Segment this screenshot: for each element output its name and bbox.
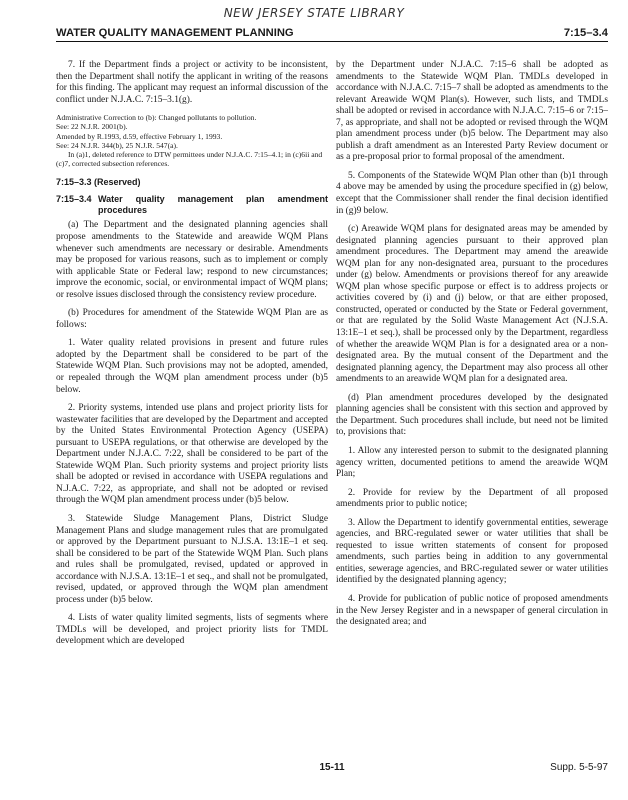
history-line: See: 22 N.J.R. 2001(b). [56, 122, 128, 132]
paragraph-b2: 2. Priority systems, intended use plans and project priority lists for wastewater facilities that are developed by the Department and accepted by the United States Environmental Protection Agency (USEPA) pursuant to USEPA regulations, or that otherwise are developed by the Department under N.J.A.C. 7:22, shall be considered to be part of the Statewide WQM Plan. Such priority systems and project priority lists shall be adopted or revised in accordance with USEPA regulations and N.J.A.C. 7:22, as appropriate, and shall not be adopted or revised through the WQM plan amendment process under (b)5 below. [56, 403, 328, 506]
paragraph-a: (a) The Department and the designated planning agencies shall propose amendments to the Statewide and areawide WQM Plans whenever such amendments are necessary or desirable. Amendments may be proposed for various reasons, such as to implement or comply with applicable State or Federal law; respond to new circumstances; improve the economic, social, or environmental impact of WQM plans; or resolve issues disclosed through the consistency review procedure. [56, 220, 328, 300]
paragraph-b: (b) Procedures for amendment of the Statewide WQM Plan are as follows: [56, 308, 328, 330]
running-header [56, 20, 608, 42]
history-note [56, 113, 328, 168]
page-number: 15-11 [319, 762, 345, 773]
paragraph-d1: 1. Allow any interested person to submit to the designated planning agency written, documented petitions to amend the areawide WQM Plan; [336, 445, 608, 480]
page-footer [56, 762, 608, 782]
section-heading-3-4 [56, 194, 328, 216]
header-section-number: 7:15–3.4 [563, 27, 608, 39]
history-line: Administrative Correction to (b): Changed pollutants to pollution. [56, 113, 257, 123]
paragraph-b7: 7. If the Department finds a project or activity to be inconsistent, then the Department shall notify the applicant in writing of the reasons for this finding. The applicant may request an informal discussion of the conflict under N.J.A.C. 7:15–3.1(g). [56, 60, 328, 105]
header-title: WATER QUALITY MANAGEMENT PLANNING [56, 27, 294, 39]
history-line: See: 24 N.J.R. 344(b), 25 N.J.R. 547(a). [56, 140, 178, 150]
history-line: Amended by R.1993, d.59, effective February 1, 1993. [56, 131, 223, 141]
paragraph-d4: 4. Provide for publication of public notice of proposed amendments in the New Jersey Register and in a newspaper of general circulation in the designated area; and [336, 593, 608, 628]
paragraph-b5: 5. Components of the Statewide WQM Plan other than (b)1 through 4 above may be amended by using the procedure specified in (g) below, except that the Commissioner shall render the final decision identified in (g)9 below. [336, 170, 608, 216]
section-number: 7:15–3.4 [56, 194, 92, 205]
section-title: Water quality management plan amendment procedures [98, 194, 328, 216]
paragraph-d2: 2. Provide for review by the Department of all proposed amendments prior to public notice; [336, 487, 608, 510]
paragraph-d: (d) Plan amendment procedures developed by the designated planning agencies shall be consistent with this section and approved by the Department. Such procedures shall include, but need not be limited to, provisions that: [336, 392, 608, 438]
paragraph-b1: 1. Water quality related provisions in present and future rules adopted by the Department shall be considered to be part of the Statewide WQM Plan. Such provisions may not be adopted, amended, or repealed through the WQM plan amendment process under (b)5 below. [56, 338, 328, 395]
right-column [336, 60, 608, 760]
paragraph-b4: 4. Lists of water quality limited segments, lists of segments where TMDLs will be developed, and project priority lists for TMDL development which are developed [56, 613, 328, 647]
history-line: In (a)1, deleted reference to DTW permittees under N.J.A.C. 7:15–4.1; in (c)6ii and (c)7, corrected subsection references. [56, 150, 323, 169]
paragraph-c: (c) Areawide WQM plans for designated areas may be amended by designated planning agencies pursuant to their approved plan amendment procedures. The Department may amend the areawide WQM plan for any non-designated area, pursuant to the procedures under (g) below. Amendments or provisions thereof for any areawide WQM plan whose specific purpose or effect is to address projects or activities covered by (i) and (j) below, or that are either proposed, constructed, operated or conducted by the State or Federal government, or that are regulated by the Solid Waste Management Act (N.J.S.A. 13:1E–1 et seq.), shall be processed only by the Department, regardless of whether the areawide WQM Plan is for a designated area or a non-designated area. By the mutual consent of the Department and the designated planning agency, the Department may also process all other amendments to an areawide WQM plan for a designated area. [336, 224, 608, 385]
paragraph-b4-continued: by the Department under N.J.A.C. 7:15–6 shall be adopted as amendments to the Statewide WQM Plan. TMDLs developed in accordance with N.J.A.C. 7:15–7 shall be adopted as amendments to the relevant Areawide WQM Plan(s). However, such lists, and TMDLs shall be adopted or revised in accordance with N.J.A.C. 7:15–6 or 7:15–7, as appropriate, and shall not be adopted or revised through the WQM plan amendment process under (b)5 below. The Department may also publish a draft amendment as an Interested Party Review document or as a pre-proposal prior to formal proposal of the amendment. [336, 60, 608, 163]
two-column-body [56, 60, 608, 760]
left-column [56, 60, 328, 760]
section-heading-3-3: 7:15–3.3 (Reserved) [56, 177, 141, 188]
paragraph-d3: 3. Allow the Department to identify governmental entities, sewerage agencies, and BRC-regulated sewer or water utilities that shall be requested to issue written statements of consent for proposed amendments, such parties being in addition to any governmental entities, sewerage agencies, and BRC-regulated sewer or water utilities identified by the designated planning agency; [336, 517, 608, 586]
paragraph-b3: 3. Statewide Sludge Management Plans, District Sludge Management Plans and sludge management rules that are promulgated or approved by the Department pursuant to N.J.S.A. 13:1E–1 et seq. shall be considered to be part of the Statewide WQM Plan. Such plans and rules shall be promulgated, revised, updated or approved in accordance with N.J.S.A. 13:1E–1 et seq., and shall not be promulgated, revised, updated, or approved through the WQM plan amendment process under (b)5 below. [56, 513, 328, 605]
supplement-date: Supp. 5-5-97 [550, 762, 608, 773]
library-stamp: NEW JERSEY STATE LIBRARY [223, 6, 405, 20]
